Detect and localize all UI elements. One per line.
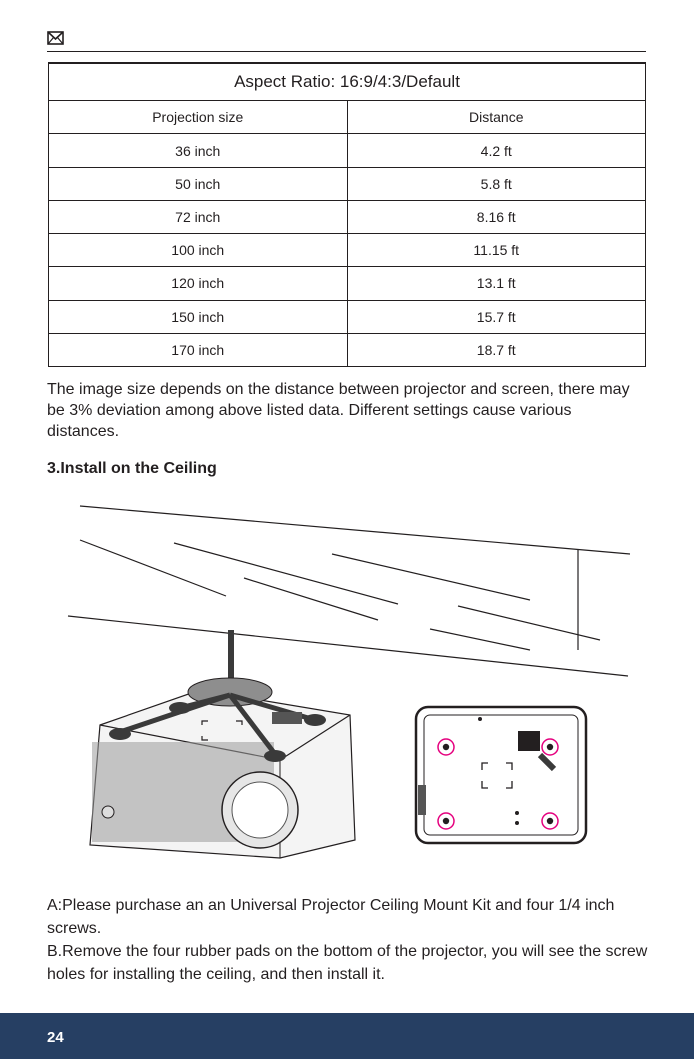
- table-row: [49, 300, 646, 333]
- projector-mount-illustration: [80, 630, 370, 870]
- cell-size: 100 inch: [49, 234, 348, 267]
- cell-distance: 15.7 ft: [347, 300, 646, 333]
- cell-size: 72 inch: [49, 200, 348, 233]
- cell-size: 50 inch: [49, 167, 348, 200]
- cell-distance: 13.1 ft: [347, 267, 646, 300]
- column-header-distance: Distance: [347, 101, 646, 134]
- table-row: [49, 267, 646, 300]
- table-row: [49, 167, 646, 200]
- cell-distance: 5.8 ft: [347, 167, 646, 200]
- cell-size: 36 inch: [49, 134, 348, 167]
- cell-distance: 11.15 ft: [347, 234, 646, 267]
- table-row: [49, 134, 646, 167]
- footer-bar: [0, 1013, 694, 1059]
- table-row: [49, 234, 646, 267]
- projector-bottom-view: [414, 705, 588, 845]
- cell-distance: 8.16 ft: [347, 200, 646, 233]
- mail-icon: [47, 31, 64, 45]
- instruction-a: A:Please purchase an an Universal Projector Ceiling Mount Kit and four 1/4 inch screws.: [47, 897, 615, 937]
- cell-distance: 4.2 ft: [347, 134, 646, 167]
- header-rule: [47, 51, 646, 52]
- table-row: [49, 333, 646, 366]
- cell-size: 150 inch: [49, 300, 348, 333]
- cell-size: 120 inch: [49, 267, 348, 300]
- table-title: Aspect Ratio: 16:9/4:3/Default: [49, 63, 646, 101]
- cell-size: 170 inch: [49, 333, 348, 366]
- cell-distance: 18.7 ft: [347, 333, 646, 366]
- page-number: 24: [47, 1029, 64, 1046]
- instructions: [47, 894, 657, 986]
- distance-note: The image size depends on the distance between projector and screen, there may be 3% deviation among above listed data. Different settings cause various distances.: [47, 381, 630, 440]
- table-header-row: [49, 101, 646, 134]
- section-title: 3.Install on the Ceiling: [47, 460, 217, 477]
- column-header-size: Projection size: [49, 101, 348, 134]
- distance-table: [48, 62, 646, 367]
- instruction-b: B.Remove the four rubber pads on the bottom of the projector, you will see the screw holes for installing the ceiling, and then install it.: [47, 943, 648, 983]
- table-row: [49, 200, 646, 233]
